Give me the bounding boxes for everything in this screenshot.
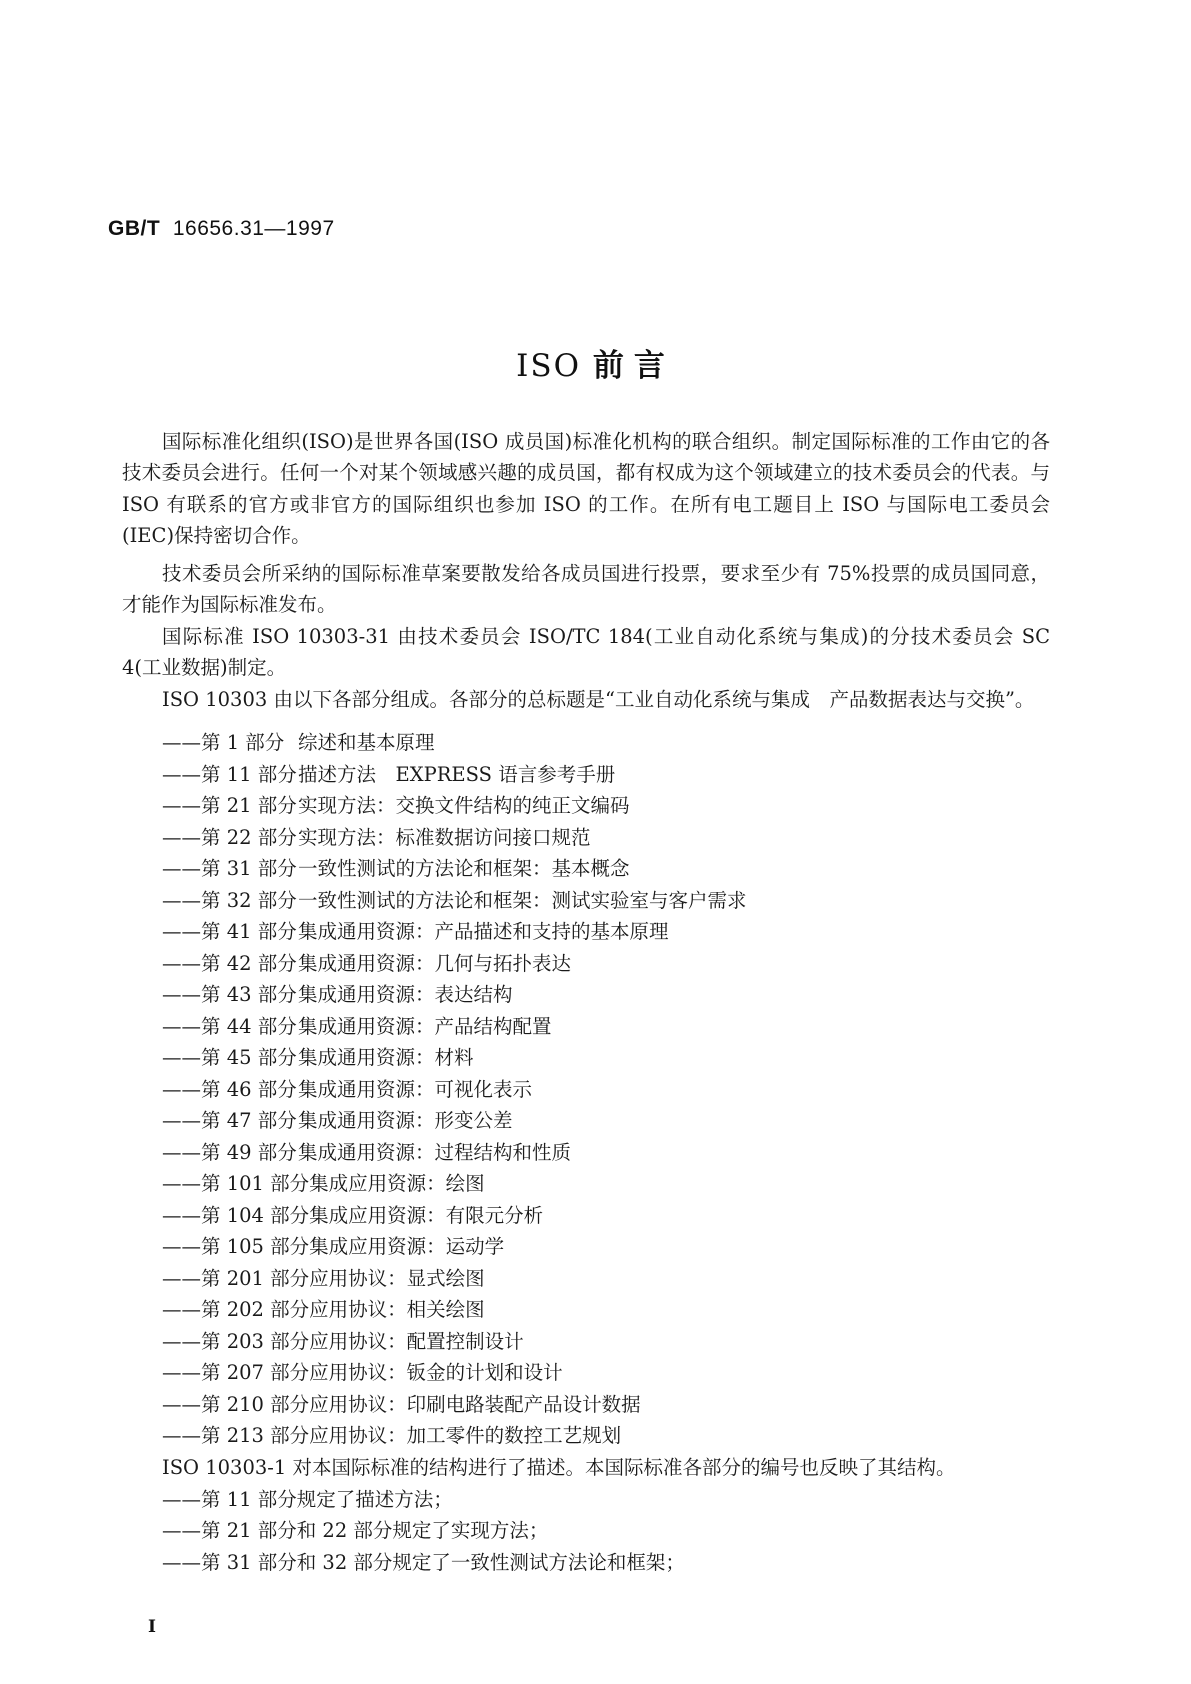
part-title: 集成应用资源：有限元分析 — [309, 1203, 544, 1227]
parts-list — [162, 727, 747, 1452]
list-item — [162, 1231, 747, 1263]
part-number: ——第 207 部分 — [162, 1361, 310, 1384]
list-item — [162, 1357, 747, 1389]
part-number: ——第 46 部分 — [162, 1077, 297, 1101]
list-item — [162, 790, 747, 822]
part-title: 应用协议：配置控制设计 — [309, 1329, 524, 1353]
part-number: ——第 22 部分 — [162, 825, 297, 849]
part-title: 应用协议：加工零件的数控工艺规划 — [309, 1424, 622, 1447]
part-title: 集成通用资源：表达结构 — [298, 983, 513, 1006]
part-number: ——第 21 部分 — [162, 794, 297, 817]
title-latin: ISO — [516, 348, 582, 384]
part-number: ——第 49 部分 — [162, 1140, 297, 1164]
list-item — [162, 822, 747, 854]
part-title: 应用协议：印刷电路装配产品设计数据 — [309, 1392, 641, 1416]
standard-prefix: GB/T — [108, 217, 161, 240]
part-number: ——第 101 部分 — [162, 1172, 310, 1195]
paragraph-preparation: 国际标准 ISO 10303-31 由技术委员会 ISO/TC 184(工业自动化系统与集成)的分技术委员会 SC 4(工业数据)制定。 — [122, 624, 1050, 679]
paragraph-iso-intro: 国际标准化组织(ISO)是世界各国(ISO 成员国)标准化机构的联合组织。制定国际标准的工作由它的各技术委员会进行。任何一个对某个领域感兴趣的成员国，都有权成为这个领域建立的技术委员会的代表。与 ISO 有联系的官方或非官方的国际组织也参加 ISO 的工作。在所有电工题目上 ISO 与国际电工委员会(IEC)保持密切合作。 — [122, 429, 1050, 547]
list-item — [162, 1389, 747, 1421]
part-title: 集成通用资源：材料 — [298, 1046, 474, 1069]
part-title: 应用协议：相关绘图 — [309, 1298, 485, 1321]
part-title: 应用协议：钣金的计划和设计 — [309, 1361, 563, 1384]
part-number: ——第 203 部分 — [162, 1329, 310, 1353]
structure-line: ——第 31 部分和 32 部分规定了一致性测试方法论和框架； — [162, 1550, 685, 1574]
part-title: 应用协议：显式绘图 — [309, 1266, 485, 1290]
list-item — [162, 1326, 747, 1358]
list-item — [162, 1042, 747, 1074]
structure-notes — [162, 1452, 955, 1578]
structure-line: ——第 21 部分和 22 部分规定了实现方法； — [162, 1519, 549, 1542]
part-number: ——第 105 部分 — [162, 1235, 310, 1258]
part-number: ——第 41 部分 — [162, 920, 297, 943]
list-item — [162, 759, 747, 791]
list-item — [162, 1074, 747, 1106]
structure-intro: ISO 10303-1 对本国际标准的结构进行了描述。本国际标准各部分的编号也反映了其结构。 — [162, 1456, 956, 1479]
part-number: ——第 201 部分 — [162, 1266, 310, 1290]
part-number: ——第 31 部分 — [162, 857, 297, 880]
list-item — [162, 1137, 747, 1169]
part-number: ——第 42 部分 — [162, 951, 297, 975]
paragraph-voting: 技术委员会所采纳的国际标准草案要散发给各成员国进行投票，要求至少有 75%投票的成员国同意，才能作为国际标准发布。 — [122, 561, 1050, 616]
part-number: ——第 45 部分 — [162, 1046, 297, 1069]
part-title: 一致性测试的方法论和框架：基本概念 — [298, 857, 630, 880]
list-item — [162, 1105, 747, 1137]
part-title: 一致性测试的方法论和框架：测试实验室与客户需求 — [298, 888, 747, 912]
part-title: 描述方法 EXPRESS 语言参考手册 — [298, 762, 616, 786]
part-title: 集成通用资源：几何与拓扑表达 — [298, 951, 572, 975]
part-title: 实现方法：交换文件结构的纯正文编码 — [298, 794, 630, 817]
list-item — [162, 1011, 747, 1043]
list-item — [162, 948, 747, 980]
part-title: 集成应用资源：运动学 — [309, 1235, 505, 1258]
list-item — [162, 853, 747, 885]
part-title: 实现方法：标准数据访问接口规范 — [298, 825, 591, 849]
list-item — [162, 979, 747, 1011]
structure-line: ——第 11 部分规定了描述方法； — [162, 1487, 453, 1511]
part-number: ——第 43 部分 — [162, 983, 297, 1006]
part-number: ——第 104 部分 — [162, 1203, 310, 1227]
list-item — [162, 1200, 747, 1232]
document-code — [108, 217, 335, 241]
part-title: 集成通用资源：过程结构和性质 — [298, 1140, 572, 1164]
part-title: 综述和基本原理 — [298, 731, 435, 754]
title-zh: 前言 — [592, 348, 675, 384]
list-item — [162, 885, 747, 917]
part-number: ——第 44 部分 — [162, 1014, 297, 1038]
part-title: 集成通用资源：形变公差 — [298, 1109, 513, 1132]
part-title: 集成应用资源：绘图 — [309, 1172, 485, 1195]
standard-number: 16656.31—1997 — [172, 217, 335, 240]
part-number: ——第 210 部分 — [162, 1392, 310, 1416]
part-number: ——第 213 部分 — [162, 1424, 310, 1447]
page-title — [0, 340, 1191, 385]
part-title: 集成通用资源：产品描述和支持的基本原理 — [298, 920, 669, 943]
list-item — [162, 1263, 747, 1295]
part-number: ——第 47 部分 — [162, 1109, 297, 1132]
page-number: I — [148, 1617, 156, 1637]
part-number: ——第 202 部分 — [162, 1298, 310, 1321]
part-number: ——第 32 部分 — [162, 888, 297, 912]
list-item — [162, 1168, 747, 1200]
part-title: 集成通用资源：可视化表示 — [298, 1077, 533, 1101]
part-number: ——第 1 部分 — [162, 731, 285, 754]
list-item — [162, 727, 747, 759]
list-item — [162, 916, 747, 948]
part-title: 集成通用资源：产品结构配置 — [298, 1014, 552, 1038]
part-number: ——第 11 部分 — [162, 762, 297, 786]
list-item — [162, 1294, 747, 1326]
paragraph-parts-intro: ISO 10303 由以下各部分组成。各部分的总标题是“工业自动化系统与集成 产品数据表达与交换”。 — [162, 687, 1035, 711]
list-item — [162, 1420, 747, 1452]
